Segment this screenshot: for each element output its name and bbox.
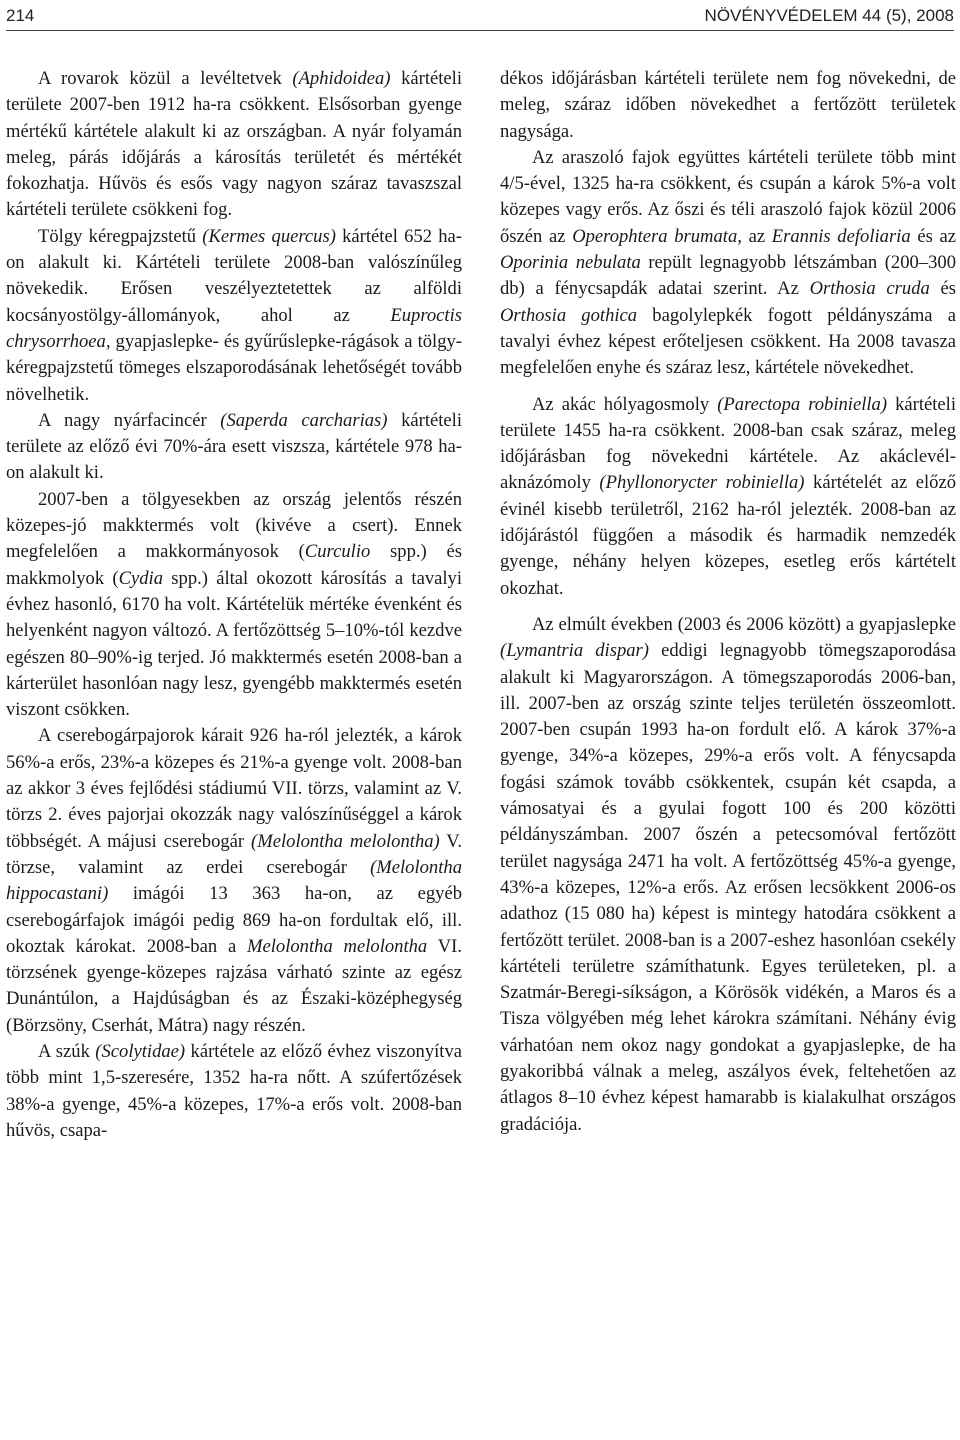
- right-column: [500, 66, 956, 1138]
- species-name: (Phyllonorycter robiniella): [599, 472, 805, 494]
- species-name: Cydia: [118, 567, 164, 589]
- paragraph-p6: [6, 1039, 462, 1144]
- page-number: 214: [6, 6, 35, 25]
- paragraph-r1: [500, 66, 956, 145]
- species-name: (Scolytidae): [95, 1040, 186, 1062]
- text-run: spp.) által okozott károsítás a tavalyi évhez hasonló, 6170 ha volt. Kártételük mértéke évenként és helyenként nagyon változó. A fertőzöttség 5–10%-tól kezdve egészen 80–90%-ig terjed. Jó makktermés esetén 2008-ban a kárterület hasonlóan nagy lesz, gyengébb makktermés esetén viszont csökken.: [6, 567, 463, 721]
- text-run: imágói 13 363 ha-on, az egyéb cserebogárfajok imágói pedig 869 ha-on fordultak elő, ill. okoztak károkat. 2008-ban a: [6, 883, 462, 957]
- paragraph-p1: [6, 66, 462, 224]
- species-name: (Lymantria dispar): [500, 640, 649, 662]
- text-run: A szúk: [38, 1040, 96, 1062]
- running-header: [6, 4, 954, 31]
- paragraph-p4: [6, 487, 462, 724]
- left-column: [6, 66, 462, 1144]
- text-run: spp.) és makkmolyok (: [6, 541, 462, 589]
- paragraph-p5: [6, 723, 462, 1039]
- text-run: A nagy nyárfacincér: [38, 409, 221, 431]
- species-name: (Saperda carcharias): [220, 409, 388, 431]
- paragraph-r3: [500, 392, 956, 602]
- text-run: Az araszoló fajok együttes kártételi területe több mint 4/5-ével, 1325 ha-ra csökkent, és csupán a károk 5%-a volt közepes vagy erős. Az őszi és téli araszoló fajok közül 2006 őszén az: [500, 146, 956, 247]
- species-name: Orthosia cruda: [809, 278, 930, 300]
- text-run: kártételi területe az előző évi 70%-ára esett viszsza, kártétele 978 ha-on alakult ki.: [6, 409, 462, 484]
- text-run: Az elmúlt években (2003 és 2006 között) a gyapjaslepke: [532, 613, 956, 635]
- text-run: és: [929, 278, 957, 300]
- paragraph-r2: [500, 145, 956, 382]
- text-run: az: [741, 225, 772, 247]
- text-run: Az akác hólyagosmoly: [532, 393, 718, 415]
- paragraph-r4: [500, 612, 956, 1138]
- text-run: 2007-ben a tölgyesekben az ország jelentős részén közepes-jó makktermés volt (kivéve a csert). Ennek megfelelően a makkormányosok (: [6, 488, 462, 563]
- text-run: VI. törzsének gyenge-közepes rajzása várható szinte az egész Dunántúlon, a Hajdúságban és az Északi-középhegység (Börzsöny, Cserhát, Mátra) nagy részén.: [6, 935, 462, 1036]
- species-name: (Parectopa robiniella): [717, 393, 888, 415]
- text-run: Tölgy kéregpajzstetű: [38, 225, 203, 247]
- text-run: kártételi területe 2007-ben 1912 ha-ra csökkent. Elsősorban gyenge mértékű kártétele alakult ki az országban. A nyár folyamán meleg, párás időjárás a károsítás területét és mértékét fokozhatja. Hűvös és esős vagy nagyon száraz tavaszszal kártételi területe csökkeni fog.: [6, 68, 462, 221]
- text-run: gyapjaslepke- és gyűrűslepke-rágások a tölgy-kéregpajzstetű tömeges elszaporodásának lehetőségét tovább növelhetik.: [6, 330, 462, 405]
- text-run: repült legnagyobb létszámban (200–300 db) a fénycsapdák adatai szerint. Az: [500, 252, 956, 300]
- text-run: V. törzse, valamint az erdei cserebogár: [6, 830, 462, 878]
- species-name: (Aphidoidea): [292, 68, 391, 89]
- text-run: kártételi területe 1455 ha-ra csökkent. 2008-ban csak száraz, meleg időjárásban fog növekedni kártétele. Az akáclevél-aknázómoly: [500, 393, 957, 494]
- text-run: kártételét az előző évinél kisebb területről, 2162 ha-ról jelezték. 2008-ban az időjárástól függően a második és harmadik nemzedék gyenge, néhány helyen közepes, esetleg erős kártételt okozhat.: [500, 472, 956, 599]
- text-run: és az: [910, 225, 956, 247]
- paragraph-p2: [6, 224, 462, 408]
- species-name: Erannis defoliaria: [771, 225, 911, 247]
- journal-citation: NÖVÉNYVÉDELEM 44 (5), 2008: [704, 6, 954, 25]
- text-run: bagolylepkék fogott példányszáma a tavalyi évhez képest erőteljesen csökkent. Ha 2008 tavasza megfelelően enyhe és száraz lesz, kártétele növekedhet.: [500, 304, 957, 379]
- species-name: (Melolontha melolontha): [251, 830, 440, 852]
- text-run: dékos időjárásban kártételi területe nem fog növekedni, de meleg, száraz időben növekedhet a fertőzött területek nagysága.: [500, 68, 956, 142]
- species-name: Curculio: [304, 541, 371, 563]
- text-run: A rovarok közül a levéltetvek: [38, 68, 293, 89]
- text-run: eddigi legnagyobb tömegszaporodása alakult ki Magyarországon. A tömegszaporodás 2006-ban, ill. 2007-ben az ország szinte teljes területén összeomlott. 2007-ben csupán 1993 ha-on fordult elő. A károk 37%-a gyenge, 34%-a közepes, 29%-a erős volt. A fénycsapda fogási számok tovább csökkentek, csupán két csapda, a vámosatyai és a gyulai fogott 100 és 200 közötti példányszámban. 2007 őszén a petecsomóval fertőzött terület nagysága 2471 ha volt. A fertőzöttség 45%-a gyenge, 43%-a közepes, 12%-a erős. Az erősen lecsökkent 2006-os adathoz (15 080 ha) képest is mintegy hatodára csökkent a fertőzött terület. 2008-ban is a 2007-eshez hasonlóan csekély kártételi területre számíthatunk. Egyes területeken, pl. a Szatmár-Beregi-síkságon, a Körösök vidékén, a Maros és a Tisza völgyében még lehet károkra számítani. Néhány évig várhatóan nem okoz nagy gondokat a gyapjaslepke, de ha gyakoribbá válnak a meleg, aszályos évek, feltehetően az átlagos 8–10 évhez képest hamarabb is kialakulhat országos gradációja.: [500, 640, 956, 1135]
- species-name: Operophtera brumata,: [572, 225, 742, 247]
- text-run: kártétele az előző évhez viszonyítva több mint 1,5-szeresére, 1352 ha-ra nőtt. A szúfertőzések 38%-a gyenge, 45%-a közepes, 17%-a erős volt. 2008-ban hűvös, csapa-: [6, 1040, 462, 1141]
- paragraph-p3: [6, 408, 462, 487]
- text-run: kártétel 652 ha-on alakult ki. Kártételi területe 2008-ban valószínűleg növekedik. Erősen veszélyeztetettek az alföldi kocsányostölgy-állományok, ahol az: [6, 225, 462, 326]
- species-name: (Kermes quercus): [202, 225, 336, 247]
- species-name: Orthosia gothica: [500, 304, 638, 326]
- species-name: Oporinia nebulata: [500, 252, 641, 274]
- species-name: Melolontha melolontha: [247, 935, 428, 957]
- species-name: (Melolontha hippocastani): [6, 856, 462, 905]
- species-name: Euproctis chrysorrhoea,: [6, 304, 462, 352]
- text-run: A cserebogárpajorok kárait 926 ha-ról jelezték, a károk 56%-a erős, 23%-a közepes és 21%-a gyenge volt. 2008-ban az akkor 3 éves fejlődési stádiumú VII. törzs, valamint az V. törzs 2. éves pajorjai okozzák nagy valószínűséggel a károk többségét. A májusi cserebogár: [6, 725, 462, 852]
